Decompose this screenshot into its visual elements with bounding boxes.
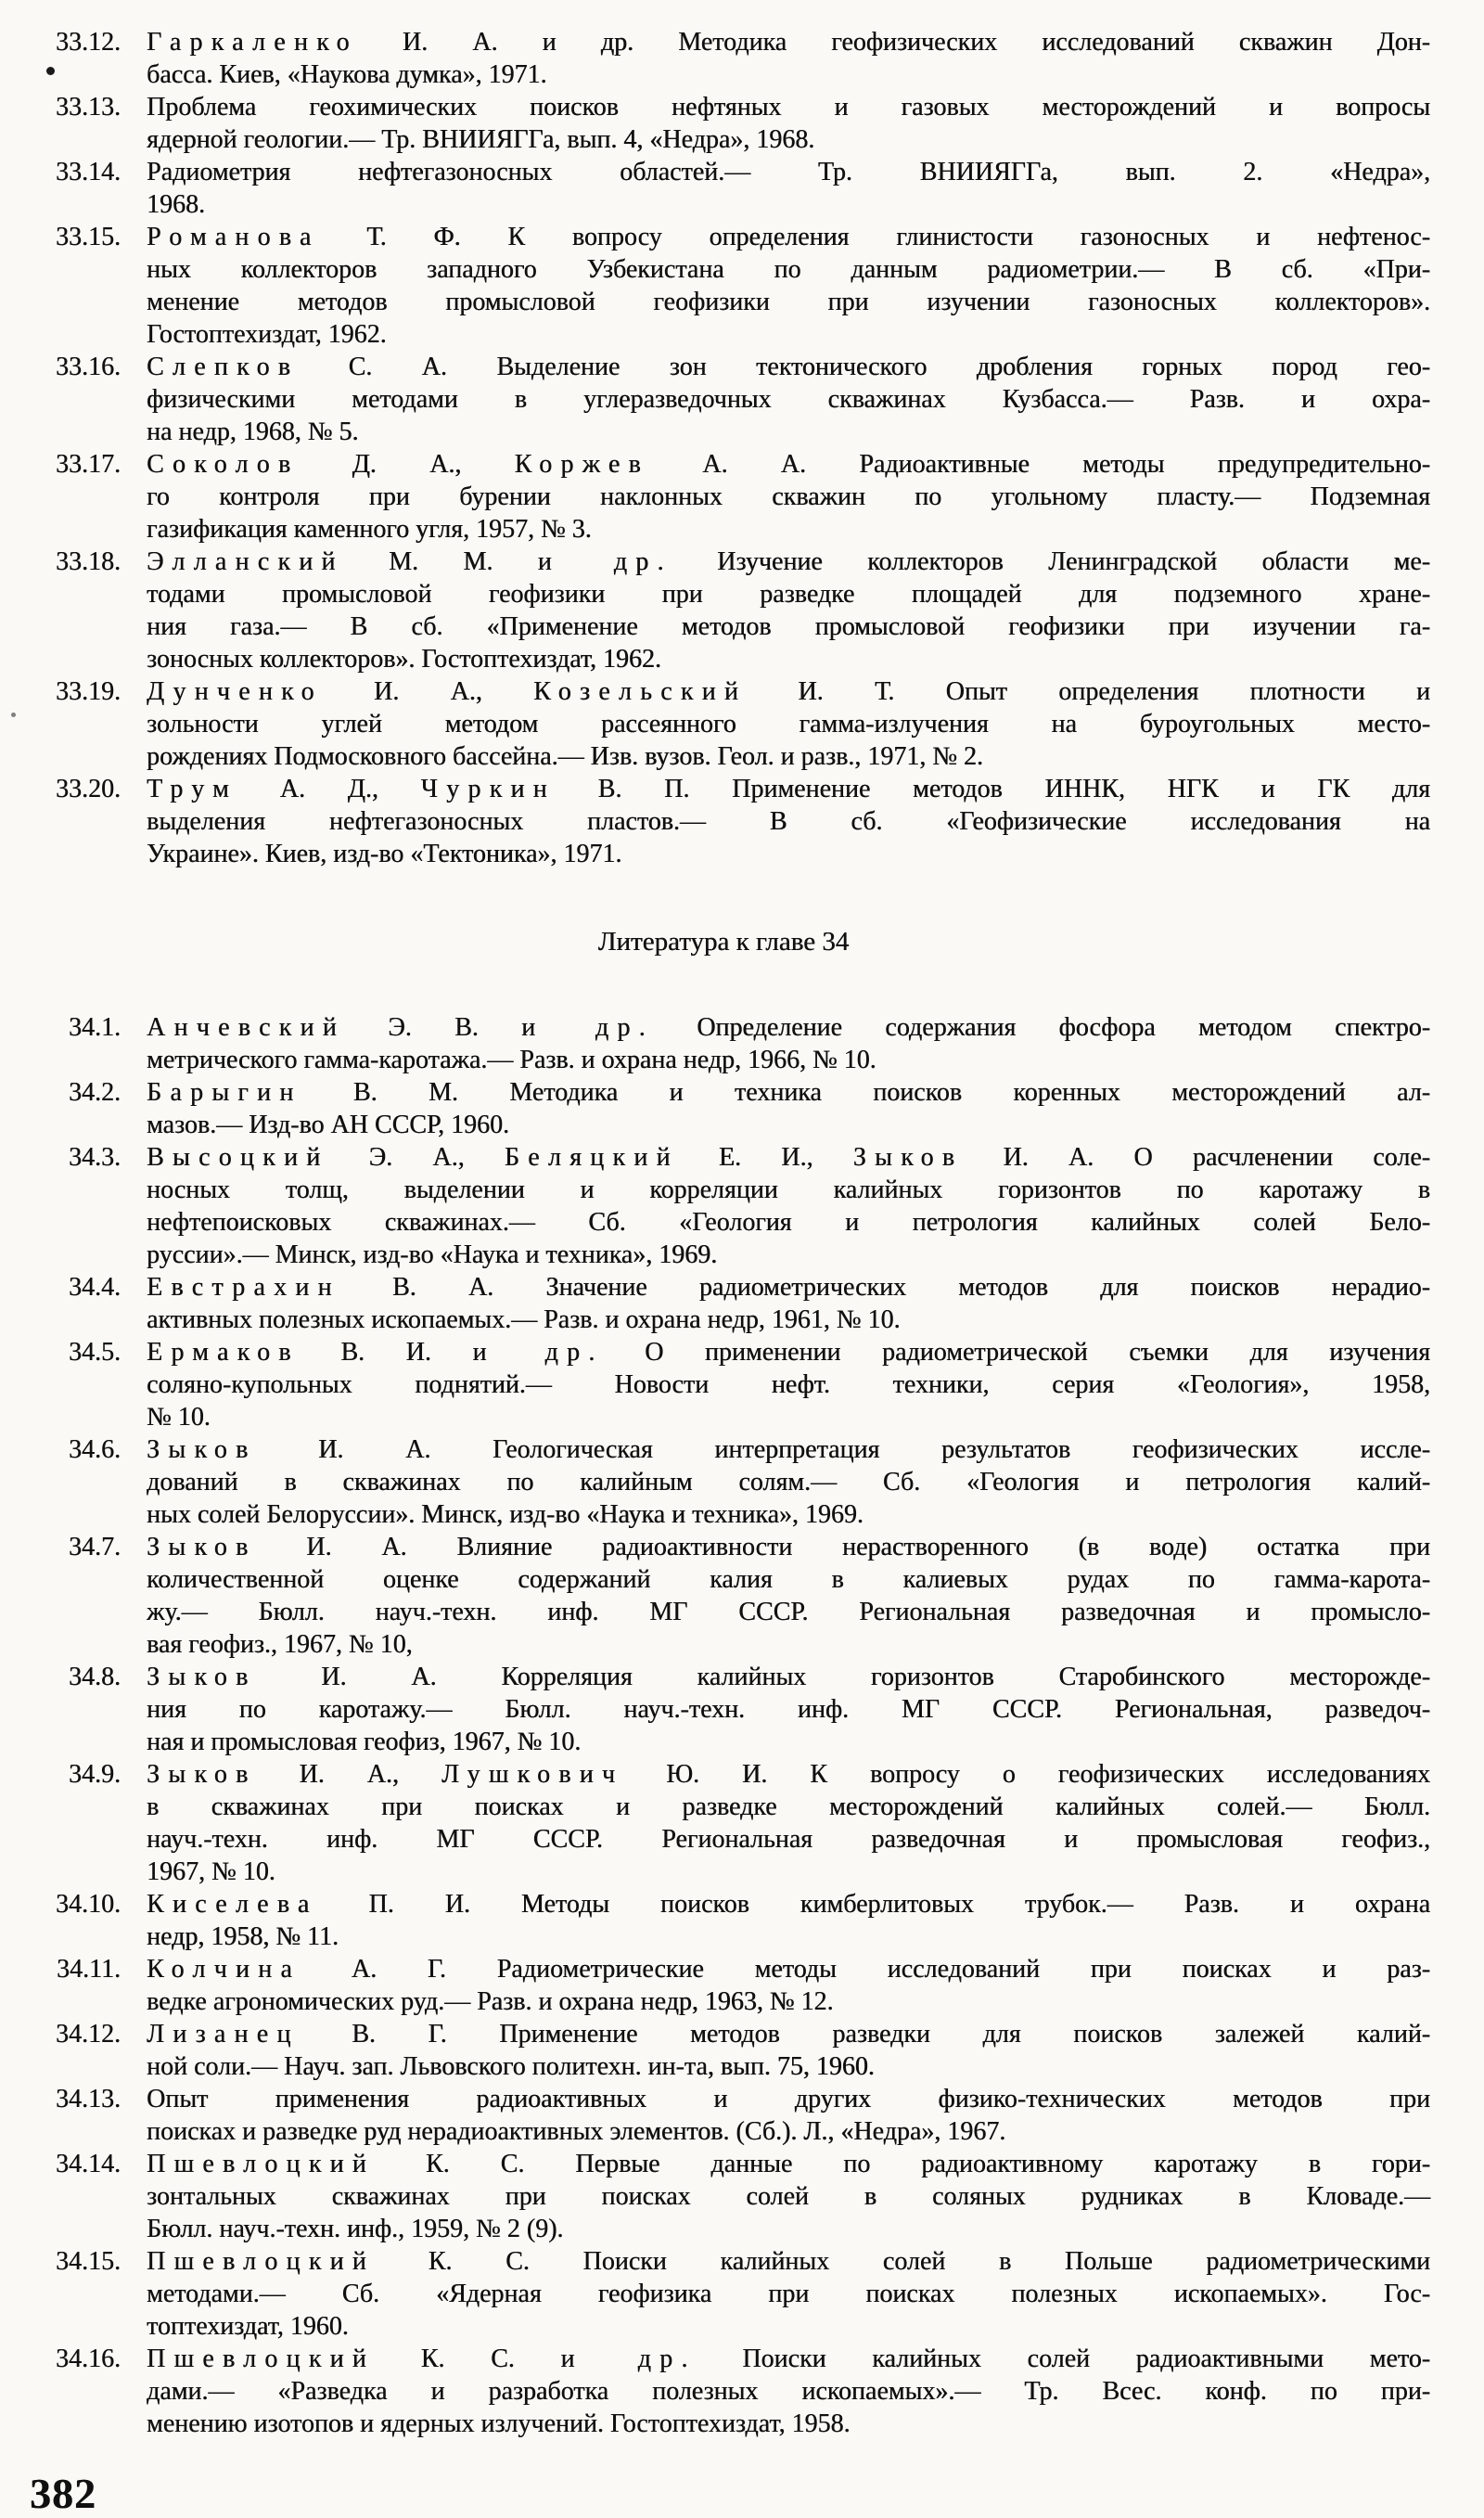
author-name: Зыков [852, 1143, 964, 1172]
entry-line [147, 2083, 1430, 2115]
entry-text: Изучение коллекторов Ленинградской области ме- [672, 547, 1431, 576]
entry-text-block [147, 2245, 1430, 2343]
entry-line [147, 2180, 1430, 2213]
entry-text: А. Д., [237, 775, 421, 803]
entry-text-block [147, 351, 1430, 448]
author-name: Пшевлоцкий [147, 2247, 375, 2276]
author-name: Барыгин [147, 1078, 302, 1107]
entry-text-block [147, 26, 1430, 91]
entry-text: ных солей Белоруссии». Минск, изд-во «Наука и техника», 1969. [147, 1500, 864, 1529]
entry-number: 33.19. [56, 677, 121, 706]
entry-line [147, 1791, 1430, 1823]
entry-text: О применении радиометрической съемки для изучения [603, 1338, 1431, 1367]
entry-line [147, 773, 1430, 805]
author-name: и др. [537, 547, 672, 576]
entry-line [147, 2343, 1430, 2375]
entry-line [147, 1531, 1430, 1563]
scan-artifact-dot [46, 67, 55, 75]
reference-entry [17, 2083, 1430, 2148]
reference-entry [17, 675, 1430, 773]
entry-text: И. А. Влияние радиоактивности нерастворенного (в воде) остатка при [256, 1533, 1430, 1561]
entry-text: мазов.— Изд-во АН СССР, 1960. [147, 1111, 509, 1139]
entry-text: выделения нефтегазоносных пластов.— В сб. «Геофизические исследования на [147, 807, 1430, 836]
entry-line [147, 578, 1430, 610]
entry-line [147, 2115, 1430, 2148]
entry-line [147, 286, 1430, 318]
entry-line [147, 318, 1430, 351]
entry-text: В. Г. Применение методов разведки для поисков залежей калий- [299, 2020, 1430, 2049]
entry-line [147, 1174, 1430, 1206]
entry-text: носных толщ, выделении и корреляции калийных горизонтов по каротажу в [147, 1175, 1430, 1204]
author-name: Пшевлоцкий [147, 2345, 375, 2373]
entry-text: ведке агрономических руд.— Разв. и охрана недр, 1963, № 12. [147, 1987, 834, 2016]
author-name: Киселева [147, 1890, 318, 1919]
entry-line [147, 1856, 1430, 1888]
entry-text: Проблема геохимических поисков нефтяных и газовых месторождений и вопросы [147, 93, 1430, 122]
entry-line [147, 2310, 1430, 2343]
author-name: и др. [472, 1338, 604, 1367]
entry-line [147, 221, 1430, 253]
entry-text: 1967, № 10. [147, 1857, 275, 1886]
entry-number: 34.12. [56, 2020, 121, 2049]
entry-line [147, 1466, 1430, 1498]
entry-text: И. А. и др. Методика геофизических исследований скважин Дон- [357, 28, 1430, 57]
reference-entry [17, 1433, 1430, 1531]
entry-text: вая геофиз., 1967, № 10, [147, 1630, 413, 1659]
entry-text: ная и промысловая геофиз, 1967, № 10. [147, 1728, 582, 1756]
entry-text-block [147, 1758, 1430, 1888]
entry-text: Э. В. [344, 1013, 522, 1042]
reference-entry [17, 1953, 1430, 2018]
entry-number: 34.2. [69, 1078, 121, 1107]
author-name: Зыков [147, 1435, 257, 1464]
entry-line [147, 448, 1430, 481]
entry-text: В. П. Применение методов ИННК, НГК и ГК для [555, 775, 1430, 803]
entry-text-block [147, 546, 1430, 675]
entry-text: Э. А., [328, 1143, 505, 1172]
entry-text-block [147, 1433, 1430, 1531]
entry-text: М. М. [343, 547, 538, 576]
entry-line [147, 1304, 1430, 1336]
entry-text: на недр, 1968, № 5. [147, 418, 359, 446]
entry-text-block [147, 773, 1430, 870]
entry-text-block [147, 2018, 1430, 2083]
entry-number: 34.11. [57, 1955, 121, 1984]
entry-number: 34.9. [69, 1760, 121, 1789]
entry-text: Гостоптехиздат, 1962. [147, 320, 387, 349]
entry-text: менению изотопов и ядерных излучений. Гостоптехиздат, 1958. [147, 2409, 851, 2438]
entry-text: активных полезных ископаемых.— Разв. и охрана недр, 1961, № 10. [147, 1305, 901, 1334]
entry-line [147, 805, 1430, 838]
entry-line [147, 1011, 1430, 1044]
entry-text: методами.— Сб. «Ядерная геофизика при поисках полезных ископаемых». Гос- [147, 2280, 1430, 2308]
entry-text-block [147, 1531, 1430, 1661]
entry-number: 33.17. [56, 450, 121, 479]
author-name: Романова [147, 223, 320, 251]
entry-line [147, 2278, 1430, 2310]
entry-text: нефтепоисковых скважинах.— Сб. «Геология и петрология калийных солей Бело- [147, 1208, 1430, 1237]
author-name: Трум [147, 775, 237, 803]
entry-line [147, 2148, 1430, 2180]
entry-number: 34.15. [56, 2247, 121, 2276]
entry-text: А. А. Радиоактивные методы предупредительно- [648, 450, 1430, 479]
entry-number: 34.14. [56, 2150, 121, 2178]
entry-line [147, 123, 1430, 156]
entry-line [147, 1563, 1430, 1596]
entry-text: метрического гамма-каротажа.— Разв. и охрана недр, 1966, № 10. [147, 1046, 876, 1074]
entry-text-block [147, 2343, 1430, 2440]
entry-text: Определение содержания фосфора методом спектро- [653, 1013, 1430, 1042]
reference-entry [17, 1661, 1430, 1758]
author-name: Элланский [147, 547, 344, 576]
entry-text-block [147, 1953, 1430, 2018]
entry-text: И. А., [322, 677, 534, 706]
entry-number: 34.1. [69, 1013, 121, 1042]
author-name: Лушкович [441, 1760, 624, 1789]
entry-text-block [147, 2083, 1430, 2148]
reference-entry [17, 1531, 1430, 1661]
entry-text: го контроля при бурении наклонных скважин по угольному пласту.— Подземная [147, 482, 1430, 511]
entry-number: 34.8. [69, 1663, 121, 1691]
entry-line [147, 1141, 1430, 1174]
entry-text: К. С. Первые данные по радиоактивному каротажу в гори- [375, 2150, 1430, 2178]
author-name: Соколов [147, 450, 300, 479]
entry-number: 33.13. [56, 93, 121, 122]
author-name: Слепков [147, 353, 300, 381]
entry-text: физическими методами в углеразведочных скважинах Кузбасса.— Разв. и охра- [147, 385, 1430, 414]
reference-entry [17, 26, 1430, 91]
author-name: Зыков [147, 1533, 257, 1561]
author-name: и др. [521, 1013, 654, 1042]
entry-text: И. Т. Опыт определения плотности и [747, 677, 1430, 706]
reference-entry [17, 91, 1430, 156]
author-name: Коржев [514, 450, 649, 479]
entry-text: И. А. Корреляция калийных горизонтов Старобинского месторожде- [256, 1663, 1430, 1691]
reference-entry [17, 448, 1430, 546]
entry-line [147, 675, 1430, 708]
reference-entry [17, 1888, 1430, 1953]
entry-line [147, 416, 1430, 448]
section-heading-chapter-34: Литература к главе 34 [597, 927, 850, 957]
entry-number: 33.15. [56, 223, 121, 251]
entry-number: 34.16. [56, 2345, 121, 2373]
entry-line [147, 1888, 1430, 1921]
entry-text: соляно-купольных поднятий.— Новости нефт. техники, серия «Геология», 1958, [147, 1370, 1430, 1399]
reference-entry [17, 1758, 1430, 1888]
entry-text: Д. А., [299, 450, 515, 479]
entry-text: зонтальных скважинах при поисках солей в соляных рудниках в Кловаде.— [147, 2182, 1430, 2211]
entry-text: И. А. Геологическая интерпретация результатов геофизических иссле- [256, 1435, 1430, 1464]
reference-entry [17, 221, 1430, 351]
entry-line [147, 2408, 1430, 2440]
entry-text: Т. Ф. К вопросу определения глинистости газоносных и нефтенос- [319, 223, 1430, 251]
entry-text: В. И. [299, 1338, 473, 1367]
entry-line [147, 1401, 1430, 1433]
entry-text: А. Г. Радиометрические методы исследований при поисках и раз- [301, 1955, 1430, 1984]
entry-text: науч.-техн. инф. МГ СССР. Региональная разведочная и промысловая геофиз., [147, 1825, 1430, 1854]
entry-line [147, 351, 1430, 383]
entry-text: ной соли.— Науч. зап. Львовского политехн. ин-та, вып. 75, 1960. [147, 2052, 875, 2081]
entry-text: дований в скважинах по калийным солям.— Сб. «Геология и петрология калий- [147, 1468, 1430, 1497]
reference-entry [17, 1141, 1430, 1271]
reference-entry [17, 546, 1430, 675]
entry-line [147, 253, 1430, 286]
references-chapter-34 [17, 1011, 1430, 2440]
reference-entry [17, 156, 1430, 221]
entry-text-block [147, 1141, 1430, 1271]
entry-text: газификация каменного угля, 1957, № 3. [147, 515, 592, 544]
author-name: Зыков [147, 1663, 257, 1691]
entry-number: 33.16. [56, 353, 121, 381]
author-name: и др. [560, 2345, 697, 2373]
author-name: Анчевский [147, 1013, 345, 1042]
entry-text-block [147, 1271, 1430, 1336]
page-number: 382 [30, 2470, 96, 2517]
entry-text: 1968. [147, 190, 205, 219]
entry-line [147, 1921, 1430, 1953]
entry-text: ния газа.— В сб. «Применение методов промысловой геофизики при изучении га- [147, 612, 1430, 641]
entry-line [147, 546, 1430, 578]
entry-line [147, 1693, 1430, 1726]
entry-text: руссии».— Минск, изд-во «Наука и техника», 1969. [147, 1240, 718, 1269]
entry-text: Опыт применения радиоактивных и других физико-технических методов при [147, 2085, 1430, 2113]
entry-text-block [147, 1661, 1430, 1758]
entry-line [147, 1206, 1430, 1239]
entry-text: В. А. Значение радиометрических методов для поисков нерадио- [339, 1273, 1430, 1302]
entry-text: количественной оценке содержаний калия в калиевых рудах по гамма-карота- [147, 1565, 1430, 1594]
reference-entry [17, 1076, 1430, 1141]
entry-number: 34.6. [69, 1435, 121, 1464]
author-name: Зыков [147, 1760, 257, 1789]
entry-number: 34.7. [69, 1533, 121, 1561]
entry-text: Ю. И. К вопросу о геофизических исследованиях [623, 1760, 1430, 1789]
entry-line [147, 1726, 1430, 1758]
entry-text: жу.— Бюлл. науч.-техн. инф. МГ СССР. Региональная разведочная и промысло- [147, 1598, 1430, 1626]
entry-line [147, 1823, 1430, 1856]
entry-line [147, 188, 1430, 221]
entry-line [147, 156, 1430, 188]
entry-text: тодами промысловой геофизики при разведке площадей для подземного хране- [147, 580, 1430, 609]
entry-line [147, 2050, 1430, 2083]
entry-text: И. А., [256, 1760, 441, 1789]
entry-text: басса. Киев, «Наукова думка», 1971. [147, 60, 547, 89]
entry-number: 34.4. [69, 1273, 121, 1302]
entry-number: 33.12. [56, 28, 121, 57]
reference-entry [17, 2343, 1430, 2440]
entry-text: менение методов промысловой геофизики при изучении газоносных коллекторов». [147, 288, 1430, 316]
entry-text: С. А. Выделение зон тектонического дробления горных пород гео- [299, 353, 1430, 381]
entry-text-block [147, 1888, 1430, 1953]
entry-line [147, 708, 1430, 740]
entry-line [147, 1368, 1430, 1401]
reference-entry [17, 1271, 1430, 1336]
references-chapter-33 [17, 26, 1430, 870]
author-name: Евстрахин [147, 1273, 340, 1302]
scan-artifact-dot [11, 713, 16, 717]
entry-line [147, 2245, 1430, 2278]
author-name: Высоцкий [147, 1143, 329, 1172]
entry-line [147, 1498, 1430, 1531]
entry-line [147, 481, 1430, 513]
reference-entry [17, 2148, 1430, 2245]
entry-text: рождениях Подмосковного бассейна.— Изв. вузов. Геол. и разв., 1971, № 2. [147, 742, 983, 771]
entry-text: топтехиздат, 1960. [147, 2312, 349, 2341]
entry-number: 33.14. [56, 158, 121, 186]
reference-entry [17, 351, 1430, 448]
entry-line [147, 1239, 1430, 1271]
entry-line [147, 91, 1430, 123]
author-name: Дунченко [147, 677, 323, 706]
entry-text: В. М. Методика и техника поисков коренных месторождений ал- [301, 1078, 1430, 1107]
entry-number: 34.10. [56, 1890, 121, 1919]
entry-text: Е. И., [678, 1143, 853, 1172]
author-name: Пшевлоцкий [147, 2150, 375, 2178]
entry-text: Бюлл. науч.-техн. инф., 1959, № 2 (9). [147, 2215, 564, 2243]
entry-text: зоносных коллекторов». Гостоптехиздат, 1962. [147, 645, 661, 674]
entry-text: ния по каротажу.— Бюлл. науч.-техн. инф. МГ СССР. Региональная, разведоч- [147, 1695, 1430, 1724]
entry-line [147, 1661, 1430, 1693]
entry-line [147, 1044, 1430, 1076]
author-name: Ермаков [147, 1338, 300, 1367]
author-name: Чуркин [420, 775, 556, 803]
author-name: Беляцкий [504, 1143, 679, 1172]
entry-text-block [147, 91, 1430, 156]
entry-text: зольности углей методом рассеянного гамма-излучения на буроугольных место- [147, 710, 1430, 739]
entry-text: № 10. [147, 1403, 211, 1432]
entry-line [147, 2018, 1430, 2050]
entry-line [147, 1953, 1430, 1985]
entry-text-block [147, 2148, 1430, 2245]
entry-number: 34.5. [69, 1338, 121, 1367]
reference-entry [17, 2018, 1430, 2083]
author-name: Гаркаленко [147, 28, 358, 57]
entry-line [147, 2375, 1430, 2408]
entry-line [147, 383, 1430, 416]
reference-entry [17, 1336, 1430, 1433]
entry-text-block [147, 448, 1430, 546]
entry-text: П. И. Методы поисков кимберлитовых трубок.— Разв. и охрана [317, 1890, 1430, 1919]
reference-entry [17, 1011, 1430, 1076]
entry-text: Украине». Киев, изд-во «Тектоника», 1971. [147, 840, 622, 868]
entry-line [147, 1336, 1430, 1368]
entry-text-block [147, 1336, 1430, 1433]
entry-text-block [147, 1076, 1430, 1141]
author-name: Лизанец [147, 2020, 300, 2049]
entry-number: 33.20. [56, 775, 121, 803]
entry-text: недр, 1958, № 11. [147, 1922, 339, 1951]
entry-line [147, 1758, 1430, 1791]
entry-line [147, 1076, 1430, 1109]
entry-text: К. С. Поиски калийных солей в Польше радиометрическими [375, 2247, 1430, 2276]
entry-text: Радиометрия нефтегазоносных областей.— Тр. ВНИИЯГГа, вып. 2. «Недра», [147, 158, 1430, 186]
entry-text: дами.— «Разведка и разработка полезных ископаемых».— Тр. Всес. конф. по при- [147, 2377, 1430, 2406]
author-name: Колчина [147, 1955, 301, 1984]
entry-text-block [147, 156, 1430, 221]
reference-entry [17, 773, 1430, 870]
entry-text-block [147, 221, 1430, 351]
entry-text: И. А. О расчленении соле- [963, 1143, 1430, 1172]
entry-line [147, 1628, 1430, 1661]
entry-line [147, 1433, 1430, 1466]
entry-line [147, 838, 1430, 870]
entry-line [147, 610, 1430, 643]
entry-text: поисках и разведке руд нерадиоактивных элементов. (Сб.). Л., «Недра», 1967. [147, 2117, 1006, 2146]
entry-line [147, 58, 1430, 91]
entry-text-block [147, 1011, 1430, 1076]
entry-line [147, 740, 1430, 773]
entry-number: 34.13. [56, 2085, 121, 2113]
entry-text-block [147, 675, 1430, 773]
reference-entry [17, 2245, 1430, 2343]
entry-number: 34.3. [69, 1143, 121, 1172]
entry-line [147, 1109, 1430, 1141]
entry-text: ных коллекторов западного Узбекистана по данным радиометрии.— В сб. «При- [147, 255, 1430, 284]
entry-line [147, 26, 1430, 58]
entry-text: Поиски калийных солей радиоактивными мето- [696, 2345, 1430, 2373]
entry-text: ядерной геологии.— Тр. ВНИИЯГГа, вып. 4, «Недра», 1968. [147, 125, 815, 154]
entry-line [147, 513, 1430, 546]
entry-text: К. С. [375, 2345, 561, 2373]
entry-line [147, 1596, 1430, 1628]
entry-text: в скважинах при поисках и разведке месторождений калийных солей.— Бюлл. [147, 1792, 1430, 1821]
entry-line [147, 2213, 1430, 2245]
entry-line [147, 643, 1430, 675]
entry-line [147, 1271, 1430, 1304]
entry-line [147, 1985, 1430, 2018]
author-name: Козельский [533, 677, 748, 706]
entry-number: 33.18. [56, 547, 121, 576]
